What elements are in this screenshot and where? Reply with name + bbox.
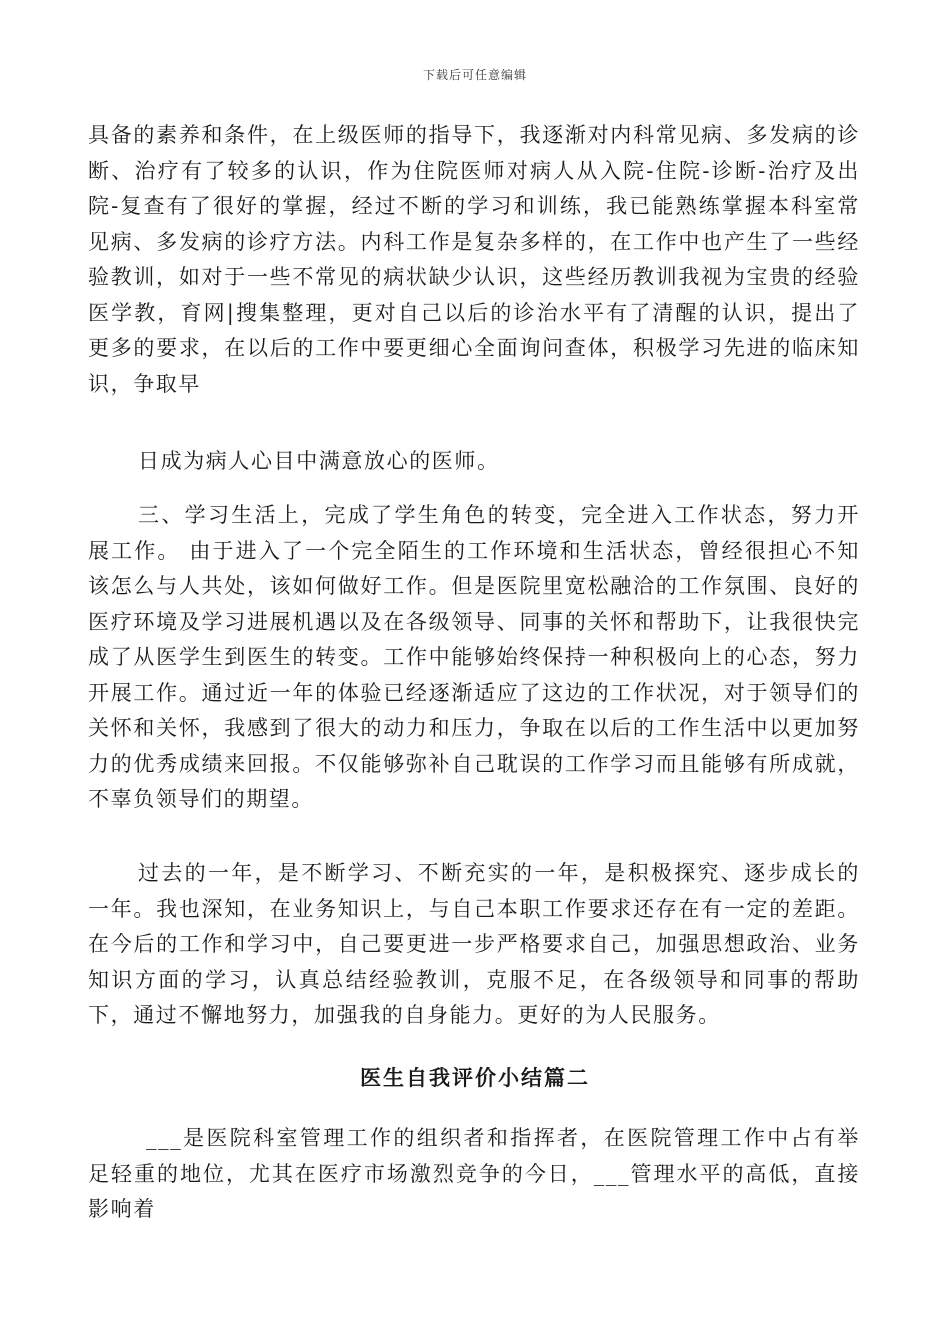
header-note: 下载后可任意编辑 (422, 68, 527, 82)
paragraph-3: 三、学习生活上，完成了学生角色的转变，完全进入工作状态，努力开展工作。 由于进入了一个完全陌生的工作环境和生活状态，曾经很担心不知该怎么与人共处，该如何做好工作。但是医院里宽松融洽的工作氛围、良好的医疗环境及学习进展机遇以及在各级领导、同事的关怀和帮助下，让我很快完成了从医学生到医生的转变。工作中能够始终保持一种积极向上的心态，努力开展工作。通过近一年的体验已经逐渐适应了这边的工作状况，对于领导们的关怀和关怀，我感到了很大的动力和压力，争取在以后的工作生活中以更加努力的优秀成绩来回报。不仅能够弥补自己耽误的工作学习而且能够有所成就，不辜负领导们的期望。 (88, 503, 860, 811)
paragraph-2: 日成为病人心目中满意放心的医师。 (138, 449, 500, 473)
paragraph-1: 具备的素养和条件，在上级医师的指导下，我逐渐对内科常见病、多发病的诊断、治疗有了较多的认识，作为住院医师对病人从入院-住院-诊断-治疗及出院-复查有了很好的掌握，经过不断的学习和训练，我已能熟练掌握本科室常见病、多发病的诊疗方法。内科工作是复杂多样的，在工作中也产生了一些经验教训，如对于一些不常见的病状缺少认识，这些经历教训我视为宝贵的经验医学教，育网|搜集整理，更对自己以后的诊治水平有了清醒的认识，提出了更多的要求，在以后的工作中要更细心全面询问查体，积极学习先进的临床知识，争取早 (88, 123, 860, 396)
paragraph-4: 过去的一年，是不断学习、不断充实的一年，是积极探究、逐步成长的一年。我也深知，在业务知识上，与自己本职工作要求还存在有一定的差距。在今后的工作和学习中，自己要更进一步严格要求自己，加强思想政治、业务知识方面的学习，认真总结经验教训，克服不足，在各级领导和同事的帮助下，通过不懈地努力，加强我的自身能力。更好的为人民服务。 (88, 861, 860, 1027)
section-title: 医生自我评价小结篇二 (360, 1065, 590, 1090)
paragraph-5: ___是医院科室管理工作的组织者和指挥者，在医院管理工作中占有举足轻重的地位，尤其在医疗市场激烈竞争的今日，___管理水平的高低，直接影响着 (88, 1126, 860, 1221)
